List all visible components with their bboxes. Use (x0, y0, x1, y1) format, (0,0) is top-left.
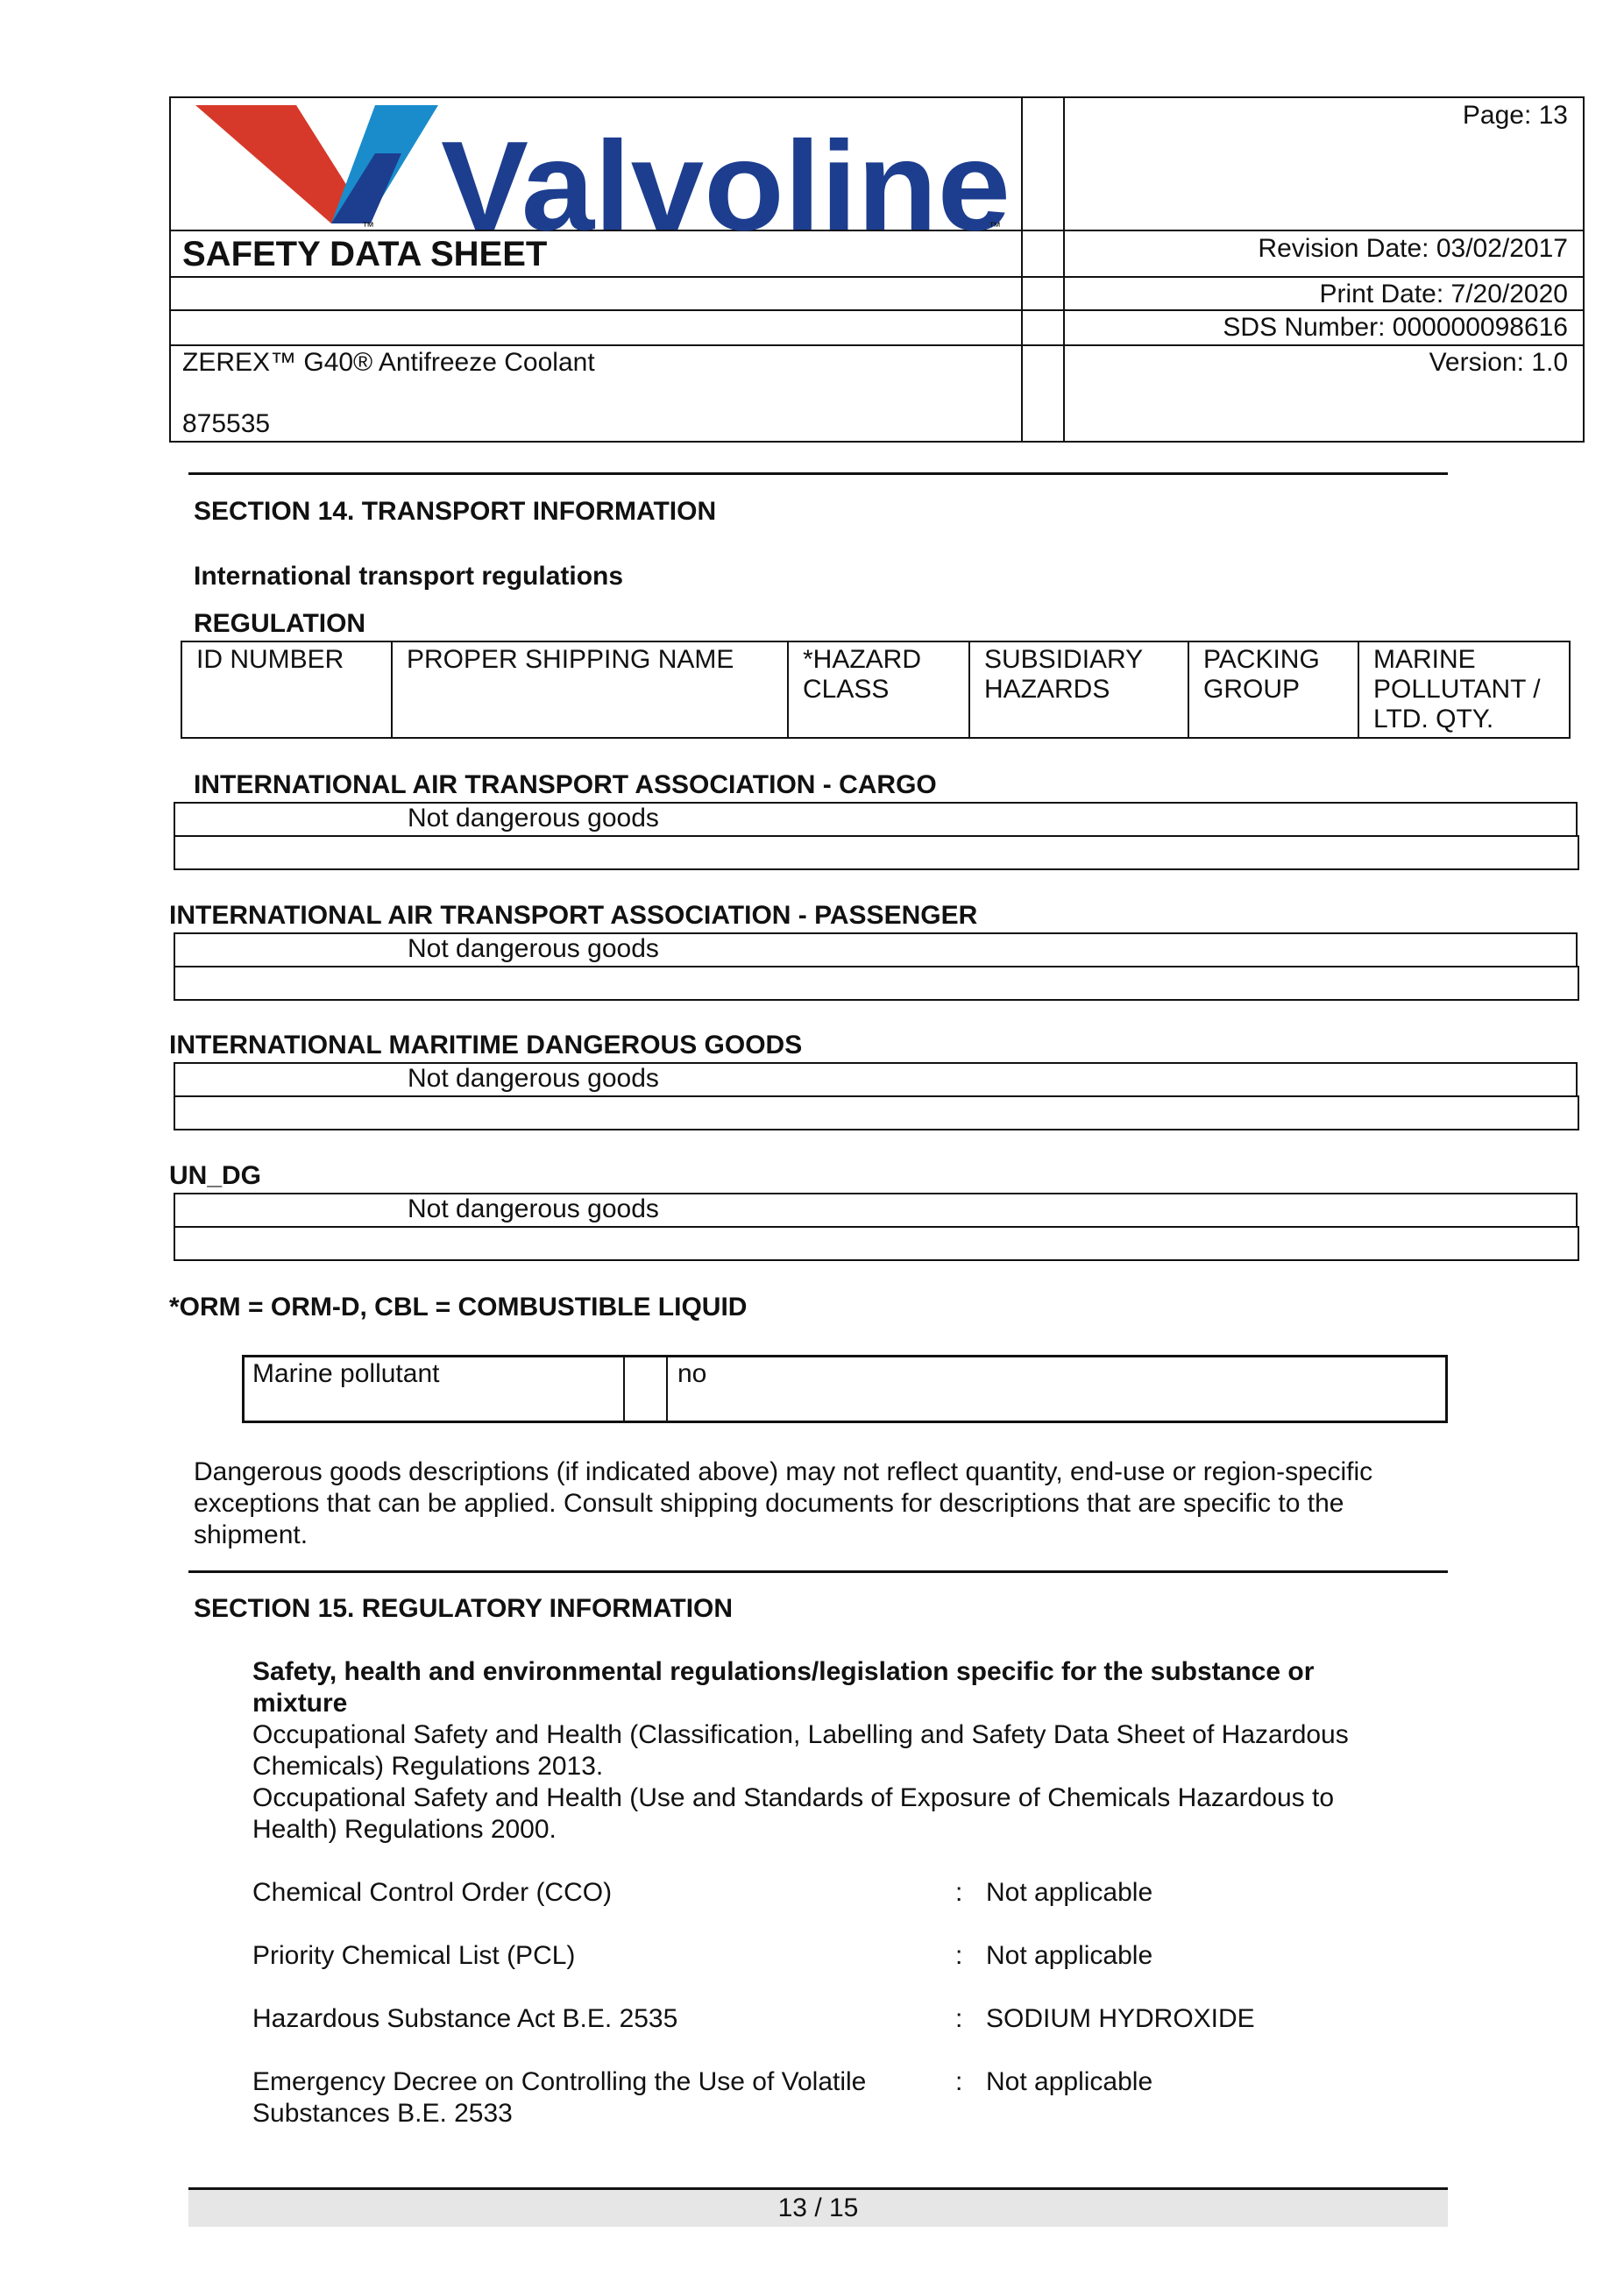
col-label: ID NUMBER (196, 645, 344, 674)
reg-title-un-dg: UN_DG (169, 1161, 262, 1190)
col-label: SUBSIDIARY (984, 645, 1144, 674)
section15-heading: mixture (252, 1689, 348, 1718)
trademark-small: ™ (362, 219, 374, 232)
reg-item-sep: : (955, 1941, 963, 1970)
header (0, 0, 1624, 456)
col-label: CLASS (803, 675, 890, 704)
sds-number: SDS Number: 000000098616 (1223, 313, 1568, 342)
reg-row-bottom (174, 1095, 1579, 1130)
marine-pollutant-value: no (677, 1359, 707, 1388)
reg-title-iata-cargo: INTERNATIONAL AIR TRANSPORT ASSOCIATION - CARGO (194, 770, 937, 799)
col-subsidiary-hazards (968, 641, 1189, 739)
reg-row-bottom (174, 966, 1579, 1001)
reg-value: Not dangerous goods (408, 804, 659, 833)
product-name: ZEREX™ G40® Antifreeze Coolant (182, 348, 595, 377)
col-marine-pollutant (1358, 641, 1571, 739)
page-number: Page: 13 (1462, 101, 1568, 130)
reg-title-iata-passenger: INTERNATIONAL AIR TRANSPORT ASSOCIATION - PASSENGER (169, 901, 978, 930)
col-shipping-name (391, 641, 789, 739)
doc-title: SAFETY DATA SHEET (182, 235, 548, 273)
regulation-label: REGULATION (194, 609, 366, 638)
col-label: POLLUTANT / (1373, 675, 1541, 704)
disclaimer-line: shipment. (194, 1520, 308, 1549)
version: Version: 1.0 (1429, 348, 1568, 377)
reg-item-value: Not applicable (986, 1941, 1153, 1970)
reg-item-label: Priority Chemical List (PCL) (252, 1941, 576, 1970)
transport-footnote: *ORM = ORM-D, CBL = COMBUSTIBLE LIQUID (169, 1293, 748, 1322)
col-label: MARINE (1373, 645, 1476, 674)
marine-pollutant-label: Marine pollutant (252, 1359, 440, 1388)
col-hazard-class (787, 641, 970, 739)
section15-heading: Safety, health and environmental regulations/legislation specific for the substance or (252, 1657, 1315, 1686)
col-label: PACKING (1203, 645, 1320, 674)
reg-row-top (174, 1062, 1578, 1097)
reg-row-top (174, 802, 1578, 837)
reg-item-value: SODIUM HYDROXIDE (986, 2004, 1255, 2033)
print-date: Print Date: 7/20/2020 (1319, 280, 1568, 308)
col-packing-group (1188, 641, 1359, 739)
regulation-text: Health) Regulations 2000. (252, 1815, 557, 1844)
reg-row-top (174, 1193, 1578, 1228)
table-divider (666, 1355, 668, 1423)
col-label: LTD. QTY. (1373, 705, 1494, 733)
page-indicator: 13 / 15 (777, 2193, 859, 2222)
header-divider (1063, 96, 1065, 443)
section14-subtitle: International transport regulations (194, 562, 624, 591)
section-divider (188, 472, 1448, 475)
disclaimer-line: exceptions that can be applied. Consult shipping documents for descriptions that are specific to the (194, 1489, 1344, 1518)
reg-row-bottom (174, 1226, 1579, 1261)
reg-row-bottom (174, 835, 1579, 870)
section14-title: SECTION 14. TRANSPORT INFORMATION (194, 497, 717, 526)
reg-row-top (174, 932, 1578, 967)
reg-value: Not dangerous goods (408, 934, 659, 963)
reg-item-sep: : (955, 2004, 963, 2033)
reg-title-imdg: INTERNATIONAL MARITIME DANGEROUS GOODS (169, 1031, 803, 1059)
reg-item-label: Chemical Control Order (CCO) (252, 1878, 613, 1907)
col-label: *HAZARD (803, 645, 922, 674)
brand-wordmark: Valvoline (441, 115, 1011, 232)
header-divider (169, 276, 1585, 278)
reg-item-label: Emergency Decree on Controlling the Use of Volatile (252, 2067, 867, 2096)
reg-item-label: Substances B.E. 2533 (252, 2099, 513, 2128)
reg-item-sep: : (955, 1878, 963, 1907)
revision-date: Revision Date: 03/02/2017 (1258, 234, 1568, 263)
reg-item-value: Not applicable (986, 1878, 1153, 1907)
regulation-text: Chemicals) Regulations 2013. (252, 1752, 604, 1781)
section15-title: SECTION 15. REGULATORY INFORMATION (194, 1594, 734, 1623)
reg-item-value: Not applicable (986, 2067, 1153, 2096)
regulation-header-table (181, 641, 1571, 739)
valvoline-logo (191, 101, 1024, 232)
section-divider (188, 1570, 1448, 1573)
reg-item-sep: : (955, 2067, 963, 2096)
reg-value: Not dangerous goods (408, 1194, 659, 1223)
col-label: PROPER SHIPPING NAME (407, 645, 734, 674)
header-divider (169, 344, 1585, 346)
regulation-text: Occupational Safety and Health (Classification, Labelling and Safety Data Sheet of Hazardous (252, 1720, 1349, 1749)
col-label: GROUP (1203, 675, 1301, 704)
col-label: HAZARDS (984, 675, 1110, 704)
disclaimer-line: Dangerous goods descriptions (if indicated above) may not reflect quantity, end-use or region-specific (194, 1457, 1373, 1486)
col-id-number (181, 641, 393, 739)
product-code: 875535 (182, 409, 271, 438)
table-divider (623, 1355, 625, 1423)
regulation-text: Occupational Safety and Health (Use and Standards of Exposure of Chemicals Hazardous to (252, 1783, 1335, 1812)
trademark-small-right: ™ (989, 219, 1001, 232)
reg-item-label: Hazardous Substance Act B.E. 2535 (252, 2004, 678, 2033)
reg-value: Not dangerous goods (408, 1064, 659, 1093)
